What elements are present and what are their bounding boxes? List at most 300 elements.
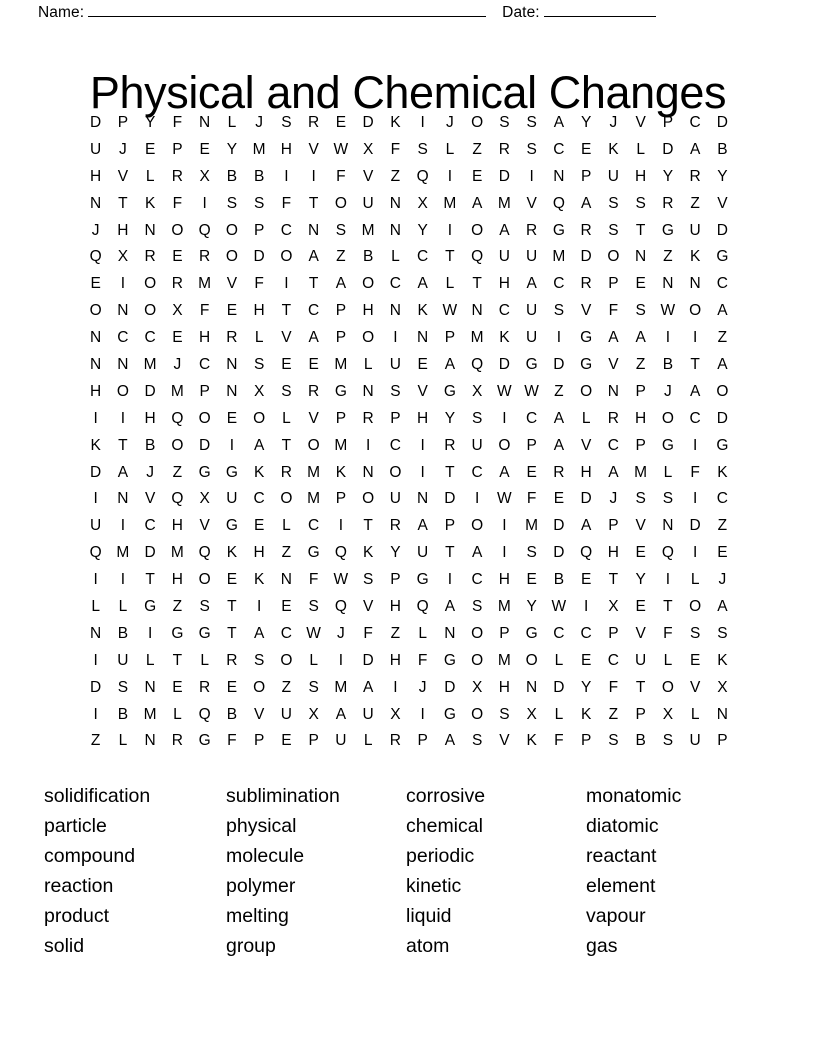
grid-cell[interactable]: B <box>253 167 265 185</box>
grid-cell[interactable]: S <box>253 651 265 669</box>
grid-cell[interactable]: S <box>608 194 619 212</box>
grid-cell[interactable]: Q <box>471 356 484 374</box>
grid-cell[interactable]: O <box>498 436 511 454</box>
word-list-item[interactable]: solidification <box>44 785 151 807</box>
grid-cell[interactable]: L <box>690 571 700 589</box>
grid-cell[interactable]: D <box>580 490 592 508</box>
grid-cell[interactable]: J <box>446 114 454 131</box>
grid-cell[interactable]: K <box>335 463 347 481</box>
grid-cell[interactable]: L <box>254 329 264 347</box>
grid-cell[interactable]: J <box>418 678 427 696</box>
grid-cell[interactable]: H <box>607 544 619 562</box>
grid-cell[interactable]: O <box>607 248 620 266</box>
grid-cell[interactable]: O <box>471 651 484 669</box>
grid-cell[interactable]: F <box>363 624 373 642</box>
grid-cell[interactable]: A <box>689 140 701 158</box>
grid-cell[interactable]: E <box>144 140 156 158</box>
grid-cell[interactable]: Z <box>635 356 646 374</box>
grid-cell[interactable]: C <box>716 490 728 508</box>
grid-cell[interactable]: K <box>608 140 619 158</box>
grid-cell[interactable]: T <box>227 598 237 616</box>
grid-cell[interactable]: H <box>171 517 183 535</box>
grid-cell[interactable]: P <box>308 732 319 750</box>
grid-cell[interactable]: V <box>144 490 156 508</box>
grid-cell[interactable]: M <box>116 544 130 562</box>
word-list-item[interactable]: reactant <box>586 845 657 867</box>
grid-cell[interactable]: Z <box>172 463 183 481</box>
grid-cell[interactable]: W <box>306 624 321 642</box>
grid-cell[interactable]: N <box>117 490 129 508</box>
grid-cell[interactable]: N <box>444 624 456 642</box>
grid-cell[interactable]: D <box>553 544 565 562</box>
grid-cell[interactable]: A <box>608 329 619 347</box>
grid-cell[interactable]: W <box>333 571 349 589</box>
grid-cell[interactable]: X <box>117 248 129 266</box>
grid-cell[interactable]: F <box>554 732 564 750</box>
grid-cell[interactable]: L <box>391 248 400 266</box>
word-list-item[interactable]: polymer <box>226 875 296 897</box>
grid-cell[interactable]: O <box>253 678 266 696</box>
grid-cell[interactable]: D <box>553 678 565 696</box>
grid-cell[interactable]: I <box>420 463 425 481</box>
grid-cell[interactable]: X <box>526 705 537 723</box>
grid-cell[interactable]: H <box>362 302 374 320</box>
grid-cell[interactable]: K <box>253 571 265 589</box>
grid-cell[interactable]: D <box>716 114 728 131</box>
grid-cell[interactable]: P <box>199 382 210 400</box>
grid-cell[interactable]: F <box>608 302 619 320</box>
grid-cell[interactable]: R <box>553 463 565 481</box>
grid-cell[interactable]: U <box>226 490 238 508</box>
grid-cell[interactable]: C <box>553 140 565 158</box>
grid-cell[interactable]: Q <box>661 544 674 562</box>
grid-cell[interactable]: N <box>689 275 701 293</box>
grid-cell[interactable]: G <box>580 329 593 347</box>
grid-cell[interactable]: C <box>553 275 565 293</box>
word-list-item[interactable]: vapour <box>586 905 646 927</box>
grid-cell[interactable]: N <box>389 194 401 212</box>
grid-cell[interactable]: E <box>580 651 592 669</box>
grid-cell[interactable]: L <box>445 275 455 293</box>
grid-cell[interactable]: M <box>497 598 511 616</box>
grid-cell[interactable]: R <box>444 436 456 454</box>
grid-cell[interactable]: X <box>253 382 265 400</box>
grid-cell[interactable]: R <box>607 409 619 427</box>
grid-cell[interactable]: H <box>389 651 401 669</box>
grid-cell[interactable]: Z <box>281 544 292 562</box>
grid-cell[interactable]: H <box>171 571 183 589</box>
grid-cell[interactable]: U <box>362 705 374 723</box>
grid-cell[interactable]: Y <box>580 114 592 131</box>
grid-cell[interactable]: Z <box>663 248 673 266</box>
grid-cell[interactable]: C <box>607 651 619 669</box>
grid-cell[interactable]: L <box>581 409 591 427</box>
grid-cell[interactable]: Y <box>662 167 674 185</box>
grid-cell[interactable]: K <box>499 329 510 347</box>
grid-cell[interactable]: I <box>502 544 507 562</box>
grid-cell[interactable]: X <box>362 140 374 158</box>
grid-cell[interactable]: X <box>471 678 483 696</box>
grid-cell[interactable]: I <box>338 517 344 535</box>
grid-cell[interactable]: I <box>692 544 698 562</box>
grid-cell[interactable]: S <box>253 194 265 212</box>
grid-cell[interactable]: U <box>90 140 102 158</box>
grid-cell[interactable]: T <box>308 194 319 212</box>
grid-cell[interactable]: A <box>308 248 319 266</box>
grid-cell[interactable]: F <box>199 302 210 320</box>
grid-cell[interactable]: D <box>253 248 265 266</box>
grid-cell[interactable]: E <box>172 329 183 347</box>
grid-cell[interactable]: S <box>390 382 401 400</box>
grid-cell[interactable]: N <box>90 356 102 374</box>
grid-cell[interactable]: N <box>362 463 374 481</box>
grid-cell[interactable]: N <box>90 624 102 642</box>
grid-cell[interactable]: E <box>635 544 646 562</box>
grid-cell[interactable]: N <box>417 490 429 508</box>
grid-cell[interactable]: D <box>90 114 102 131</box>
grid-cell[interactable]: L <box>173 705 182 723</box>
grid-cell[interactable]: S <box>362 571 374 589</box>
grid-cell[interactable]: Z <box>390 624 401 642</box>
grid-cell[interactable]: R <box>308 382 320 400</box>
grid-cell[interactable]: O <box>362 490 375 508</box>
grid-cell[interactable]: O <box>389 463 402 481</box>
grid-cell[interactable]: N <box>635 248 647 266</box>
grid-cell[interactable]: G <box>443 705 456 723</box>
grid-cell[interactable]: D <box>662 140 674 158</box>
grid-cell[interactable]: B <box>635 732 646 750</box>
grid-cell[interactable]: S <box>526 140 537 158</box>
word-list-item[interactable]: gas <box>586 935 618 957</box>
grid-cell[interactable]: T <box>635 678 646 696</box>
word-list-item[interactable]: kinetic <box>406 875 462 897</box>
grid-cell[interactable]: T <box>118 194 128 212</box>
grid-cell[interactable]: G <box>443 382 456 400</box>
grid-cell[interactable]: C <box>526 409 538 427</box>
grid-cell[interactable]: G <box>334 382 347 400</box>
grid-cell[interactable]: C <box>689 409 701 427</box>
grid-cell[interactable]: D <box>716 409 728 427</box>
grid-cell[interactable]: U <box>389 490 401 508</box>
grid-cell[interactable]: I <box>665 571 671 589</box>
grid-cell[interactable]: K <box>417 302 428 320</box>
grid-cell[interactable]: R <box>580 275 592 293</box>
grid-cell[interactable]: S <box>471 409 483 427</box>
grid-cell[interactable]: I <box>583 598 589 616</box>
word-list-item[interactable]: molecule <box>226 845 305 867</box>
grid-cell[interactable]: M <box>634 463 648 481</box>
grid-cell[interactable]: Z <box>281 678 292 696</box>
grid-cell[interactable]: N <box>280 571 292 589</box>
grid-cell[interactable]: P <box>499 624 510 642</box>
grid-cell[interactable]: E <box>281 732 292 750</box>
grid-cell[interactable]: L <box>363 732 373 750</box>
grid-cell[interactable]: S <box>199 598 210 616</box>
grid-cell[interactable]: E <box>689 651 701 669</box>
grid-cell[interactable]: H <box>90 167 102 185</box>
grid-cell[interactable]: V <box>199 517 210 535</box>
grid-cell[interactable]: K <box>580 705 592 723</box>
grid-cell[interactable]: O <box>471 114 484 131</box>
grid-cell[interactable]: R <box>280 463 292 481</box>
grid-cell[interactable]: F <box>417 651 428 669</box>
word-list-item[interactable]: physical <box>226 815 297 837</box>
grid-cell[interactable]: L <box>690 705 700 723</box>
grid-cell[interactable]: X <box>717 678 728 696</box>
grid-cell[interactable]: R <box>144 248 156 266</box>
grid-cell[interactable]: Z <box>472 140 482 158</box>
grid-cell[interactable]: S <box>526 544 537 562</box>
grid-cell[interactable]: C <box>389 275 401 293</box>
grid-cell[interactable]: V <box>417 382 428 400</box>
grid-cell[interactable]: P <box>172 140 183 158</box>
grid-cell[interactable]: L <box>445 140 455 158</box>
grid-cell[interactable]: M <box>361 221 375 239</box>
grid-cell[interactable]: Z <box>608 705 619 723</box>
grid-cell[interactable]: S <box>662 732 674 750</box>
grid-cell[interactable]: G <box>225 517 238 535</box>
grid-cell[interactable]: C <box>689 114 701 131</box>
grid-cell[interactable]: Q <box>198 705 211 723</box>
grid-cell[interactable]: J <box>664 382 672 400</box>
name-write-line[interactable] <box>88 2 486 17</box>
grid-cell[interactable]: G <box>198 732 211 750</box>
grid-cell[interactable]: V <box>717 194 728 212</box>
grid-cell[interactable]: I <box>93 651 98 669</box>
grid-cell[interactable]: G <box>661 436 674 454</box>
grid-cell[interactable]: Y <box>526 598 537 616</box>
grid-cell[interactable]: P <box>253 732 265 750</box>
grid-cell[interactable]: E <box>90 275 101 293</box>
grid-cell[interactable]: I <box>284 167 289 185</box>
grid-cell[interactable]: D <box>444 490 456 508</box>
grid-cell[interactable]: G <box>198 463 211 481</box>
grid-cell[interactable]: I <box>692 490 698 508</box>
grid-cell[interactable]: U <box>417 544 429 562</box>
grid-cell[interactable]: X <box>308 705 319 723</box>
grid-cell[interactable]: Q <box>471 248 484 266</box>
grid-cell[interactable]: T <box>118 436 128 454</box>
grid-cell[interactable]: F <box>663 624 673 642</box>
grid-cell[interactable]: U <box>335 732 347 750</box>
grid-cell[interactable]: D <box>144 544 156 562</box>
grid-cell[interactable]: P <box>608 517 619 535</box>
grid-cell[interactable]: D <box>362 651 374 669</box>
grid-cell[interactable]: L <box>282 409 291 427</box>
grid-cell[interactable]: E <box>199 140 210 158</box>
grid-cell[interactable]: M <box>170 544 184 562</box>
grid-cell[interactable]: E <box>635 598 646 616</box>
grid-cell[interactable]: V <box>308 140 319 158</box>
grid-cell[interactable]: O <box>280 651 293 669</box>
grid-cell[interactable]: B <box>226 167 238 185</box>
grid-cell[interactable]: I <box>447 571 453 589</box>
grid-cell[interactable]: T <box>172 651 183 669</box>
grid-cell[interactable]: O <box>307 436 320 454</box>
grid-cell[interactable]: Q <box>416 167 429 185</box>
grid-cell[interactable]: M <box>497 651 511 669</box>
grid-cell[interactable]: L <box>145 651 155 669</box>
grid-cell[interactable]: X <box>172 302 183 320</box>
grid-cell[interactable]: S <box>608 732 619 750</box>
grid-cell[interactable]: A <box>335 275 347 293</box>
grid-cell[interactable]: C <box>553 624 565 642</box>
grid-cell[interactable]: N <box>662 275 674 293</box>
grid-cell[interactable]: H <box>280 140 292 158</box>
grid-cell[interactable]: A <box>717 356 728 374</box>
grid-cell[interactable]: O <box>580 382 593 400</box>
grid-cell[interactable]: Z <box>336 248 346 266</box>
grid-cell[interactable]: I <box>93 705 98 723</box>
grid-cell[interactable]: X <box>199 167 210 185</box>
grid-cell[interactable]: S <box>635 302 646 320</box>
grid-cell[interactable]: T <box>445 248 455 266</box>
grid-cell[interactable]: A <box>526 275 537 293</box>
grid-cell[interactable]: A <box>417 275 428 293</box>
grid-cell[interactable]: L <box>118 598 128 616</box>
grid-cell[interactable]: I <box>529 167 534 185</box>
grid-cell[interactable]: I <box>502 517 507 535</box>
grid-cell[interactable]: I <box>338 651 344 669</box>
grid-cell[interactable]: W <box>497 490 512 508</box>
grid-cell[interactable]: U <box>498 248 510 266</box>
grid-cell[interactable]: V <box>226 275 238 293</box>
grid-cell[interactable]: A <box>308 329 319 347</box>
grid-cell[interactable]: A <box>444 356 456 374</box>
word-list-item[interactable]: monatomic <box>586 785 682 807</box>
word-list-item[interactable]: solid <box>44 935 85 957</box>
grid-cell[interactable]: S <box>226 194 238 212</box>
grid-cell[interactable]: N <box>716 705 728 723</box>
grid-cell[interactable]: O <box>689 302 702 320</box>
grid-cell[interactable]: Y <box>417 221 428 239</box>
grid-cell[interactable]: D <box>553 517 565 535</box>
grid-cell[interactable]: L <box>309 651 318 669</box>
word-list-item[interactable]: liquid <box>406 905 452 927</box>
grid-cell[interactable]: C <box>607 436 619 454</box>
grid-cell[interactable]: V <box>526 194 537 212</box>
grid-cell[interactable]: R <box>662 194 674 212</box>
grid-cell[interactable]: O <box>471 705 484 723</box>
grid-cell[interactable]: N <box>117 302 129 320</box>
grid-cell[interactable]: U <box>280 705 292 723</box>
grid-cell[interactable]: R <box>171 167 183 185</box>
grid-cell[interactable]: V <box>635 624 646 642</box>
word-list-item[interactable]: corrosive <box>406 785 486 807</box>
grid-cell[interactable]: K <box>689 248 701 266</box>
grid-cell[interactable]: V <box>580 302 592 320</box>
grid-cell[interactable]: L <box>418 624 427 642</box>
grid-cell[interactable]: V <box>362 598 374 616</box>
grid-cell[interactable]: B <box>717 140 728 158</box>
grid-cell[interactable]: Q <box>198 221 211 239</box>
grid-cell[interactable]: D <box>90 463 102 481</box>
grid-cell[interactable]: L <box>663 463 673 481</box>
grid-cell[interactable]: D <box>144 382 156 400</box>
grid-cell[interactable]: G <box>661 221 674 239</box>
grid-cell[interactable]: C <box>389 436 401 454</box>
grid-cell[interactable]: C <box>498 302 510 320</box>
grid-cell[interactable]: O <box>144 275 157 293</box>
grid-cell[interactable]: E <box>281 598 292 616</box>
grid-cell[interactable]: P <box>717 732 728 750</box>
grid-cell[interactable]: K <box>226 544 238 562</box>
grid-cell[interactable]: N <box>389 302 401 320</box>
grid-cell[interactable]: H <box>635 409 647 427</box>
grid-cell[interactable]: X <box>417 194 428 212</box>
grid-cell[interactable]: N <box>226 356 238 374</box>
grid-cell[interactable]: Z <box>90 732 101 750</box>
grid-cell[interactable]: P <box>335 329 347 347</box>
grid-cell[interactable]: U <box>362 194 374 212</box>
grid-cell[interactable]: Z <box>717 329 728 347</box>
grid-cell[interactable]: P <box>635 382 646 400</box>
grid-cell[interactable]: P <box>390 571 401 589</box>
grid-cell[interactable]: N <box>144 732 156 750</box>
grid-cell[interactable]: Q <box>171 490 184 508</box>
grid-cell[interactable]: U <box>90 517 102 535</box>
grid-cell[interactable]: B <box>117 624 129 642</box>
grid-cell[interactable]: B <box>117 705 129 723</box>
grid-cell[interactable]: C <box>471 463 483 481</box>
grid-cell[interactable]: O <box>171 221 184 239</box>
grid-cell[interactable]: J <box>146 463 154 481</box>
grid-cell[interactable]: Z <box>390 167 401 185</box>
grid-cell[interactable]: N <box>308 221 320 239</box>
grid-cell[interactable]: N <box>226 382 238 400</box>
grid-cell[interactable]: V <box>580 436 592 454</box>
grid-cell[interactable]: C <box>308 517 320 535</box>
grid-cell[interactable]: N <box>417 329 429 347</box>
grid-cell[interactable]: O <box>661 409 674 427</box>
grid-cell[interactable]: M <box>552 248 566 266</box>
grid-cell[interactable]: V <box>117 167 129 185</box>
grid-cell[interactable]: I <box>93 571 98 589</box>
grid-cell[interactable]: M <box>443 194 457 212</box>
grid-cell[interactable]: F <box>608 678 619 696</box>
grid-cell[interactable]: I <box>420 705 425 723</box>
grid-cell[interactable]: V <box>635 114 646 131</box>
grid-cell[interactable]: O <box>253 409 266 427</box>
grid-cell[interactable]: P <box>444 329 456 347</box>
grid-cell[interactable]: J <box>718 571 727 589</box>
grid-cell[interactable]: F <box>172 194 183 212</box>
grid-cell[interactable]: S <box>281 114 292 131</box>
grid-cell[interactable]: V <box>253 705 265 723</box>
grid-cell[interactable]: N <box>90 329 102 347</box>
grid-cell[interactable]: G <box>580 356 593 374</box>
grid-cell[interactable]: H <box>253 544 265 562</box>
grid-cell[interactable]: Z <box>717 517 728 535</box>
grid-cell[interactable]: D <box>444 678 456 696</box>
grid-cell[interactable]: M <box>497 194 511 212</box>
grid-cell[interactable]: S <box>553 302 565 320</box>
grid-cell[interactable]: A <box>362 678 374 696</box>
grid-cell[interactable]: N <box>389 221 401 239</box>
grid-cell[interactable]: O <box>144 302 157 320</box>
grid-cell[interactable]: G <box>525 356 538 374</box>
grid-cell[interactable]: M <box>170 382 184 400</box>
grid-cell[interactable]: N <box>144 678 156 696</box>
grid-cell[interactable]: U <box>526 248 538 266</box>
grid-cell[interactable]: V <box>281 329 292 347</box>
grid-cell[interactable]: O <box>171 436 184 454</box>
grid-cell[interactable]: E <box>226 678 238 696</box>
word-list-item[interactable]: atom <box>406 935 450 957</box>
grid-cell[interactable]: W <box>442 302 458 320</box>
grid-cell[interactable]: I <box>502 409 507 427</box>
grid-cell[interactable]: S <box>308 598 319 616</box>
